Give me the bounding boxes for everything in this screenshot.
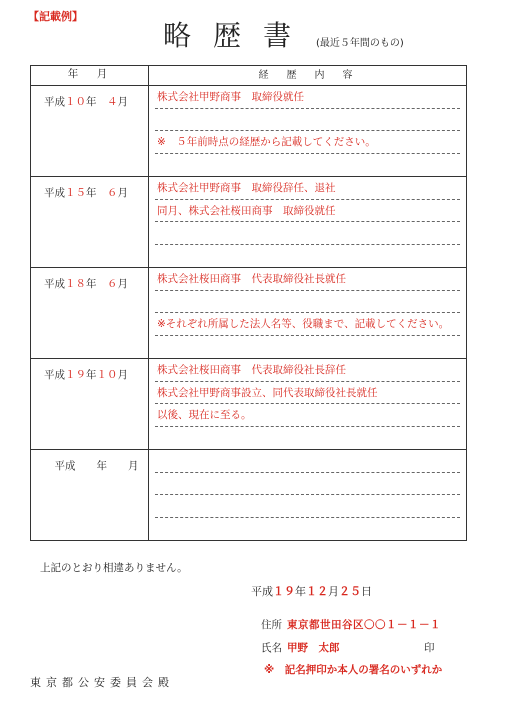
history-line <box>155 291 460 314</box>
example-label: 【記載例】 <box>28 10 83 23</box>
date-char: ４ <box>107 96 118 108</box>
date-char: 年 <box>86 187 97 199</box>
history-line: ※それぞれ所属した法人名等、役職まで、記載してください。 <box>155 313 460 336</box>
date-char: 成 <box>54 278 65 290</box>
history-table <box>30 65 467 541</box>
date-char: １ <box>306 585 317 598</box>
date-char: 成 <box>54 96 65 108</box>
date-char: 月 <box>328 585 339 598</box>
date-char: １ <box>273 585 284 598</box>
history-detail-cell <box>149 450 467 541</box>
history-line: 株式会社甲野商事 取締役辞任、退社 <box>155 177 460 200</box>
history-line <box>155 222 460 245</box>
date-char <box>107 460 118 472</box>
date-char: 年 <box>86 96 97 108</box>
date-char: ２ <box>317 585 328 598</box>
confirmation-text: 上記のとおり相違ありません。 <box>40 562 188 574</box>
history-line <box>155 495 460 518</box>
document-subtitle: (最近５年間のもの) <box>316 38 404 49</box>
history-line <box>155 473 460 496</box>
date-char: 成 <box>54 187 65 199</box>
history-detail-cell <box>149 177 467 268</box>
date-char: ９ <box>284 585 295 598</box>
date-char: 成 <box>54 369 65 381</box>
history-line <box>155 427 460 450</box>
date-char <box>97 96 108 108</box>
date-char: ６ <box>107 278 118 290</box>
history-date-cell <box>31 177 149 268</box>
date-char: ８ <box>75 278 86 290</box>
history-detail-cell <box>149 359 467 450</box>
history-line <box>155 518 460 541</box>
history-date <box>31 450 148 473</box>
date-char: 年 <box>295 585 306 598</box>
history-date <box>31 86 148 109</box>
history-line: ※ ５年前時点の経歴から記載してください。 <box>155 131 460 154</box>
date-char <box>44 460 55 472</box>
address-value: 東京都世田谷区〇〇１－１－１ <box>287 619 441 631</box>
date-char <box>97 187 108 199</box>
history-line: 株式会社桜田商事 代表取締役社長就任 <box>155 268 460 291</box>
history-row <box>31 177 467 268</box>
history-line: 以後、現在に至る。 <box>155 404 460 427</box>
date-char: 月 <box>117 278 128 290</box>
seal-mark: 印 <box>424 642 435 654</box>
date-char: ５ <box>350 585 361 598</box>
header-history: 経 歴 内 容 <box>149 66 467 86</box>
date-char: ９ <box>75 369 86 381</box>
history-row <box>31 86 467 177</box>
date-char: ２ <box>339 585 350 598</box>
date-char: 平 <box>44 369 55 381</box>
date-char: 年 <box>86 278 97 290</box>
history-row <box>31 268 467 359</box>
date-char: １ <box>65 369 76 381</box>
date-char: １ <box>65 278 76 290</box>
date-char: 月 <box>117 187 128 199</box>
date-char: 月 <box>128 460 139 472</box>
history-date-cell <box>31 86 149 177</box>
date-char <box>86 460 97 472</box>
history-detail-cell <box>149 268 467 359</box>
date-char: 平 <box>54 460 65 472</box>
recipient: 東京都公安委員会殿 <box>30 676 174 689</box>
history-line <box>155 109 460 132</box>
date-char: 日 <box>361 585 372 598</box>
history-date-cell <box>31 450 149 541</box>
date-char <box>76 460 87 472</box>
date-char: 平 <box>44 278 55 290</box>
date-char: 年 <box>86 369 97 381</box>
history-detail-cell <box>149 86 467 177</box>
date-char: 年 <box>96 460 107 472</box>
date-char: 平 <box>251 585 262 598</box>
history-date <box>31 268 148 291</box>
history-line: 株式会社甲野商事 取締役就任 <box>155 86 460 109</box>
history-line: 同月、株式会社桜田商事 取締役就任 <box>155 200 460 223</box>
history-date-cell <box>31 268 149 359</box>
date-char: 平 <box>44 187 55 199</box>
date-char: 成 <box>262 585 273 598</box>
history-line <box>155 450 460 473</box>
address-label: 住所 <box>261 619 282 631</box>
history-line <box>155 154 460 177</box>
name-label: 氏名 <box>261 642 282 654</box>
date-char: 成 <box>65 460 76 472</box>
history-line: 株式会社桜田商事 代表取締役社長辞任 <box>155 359 460 382</box>
date-char: ０ <box>75 96 86 108</box>
signature-note: ※ 記名押印か本人の署名のいずれか <box>264 664 443 676</box>
date-char <box>118 460 129 472</box>
date-char: ６ <box>107 187 118 199</box>
date-char: １ <box>96 369 107 381</box>
history-row <box>31 359 467 450</box>
header-date: 年 月 <box>31 66 149 86</box>
date-char: １ <box>65 96 76 108</box>
signature-date <box>251 583 372 599</box>
date-char: ５ <box>75 187 86 199</box>
history-date <box>31 359 148 382</box>
date-char <box>97 278 108 290</box>
history-line <box>155 245 460 268</box>
history-line: 株式会社甲野商事設立、同代表取締役社長就任 <box>155 382 460 405</box>
date-char: １ <box>65 187 76 199</box>
history-row <box>31 450 467 541</box>
name-value: 甲野 太郎 <box>287 642 340 654</box>
date-char: 平 <box>44 96 55 108</box>
document-title: 略歴書 <box>163 19 314 52</box>
history-line <box>155 336 460 359</box>
date-char: ０ <box>107 369 118 381</box>
history-date <box>31 177 148 200</box>
date-char: 月 <box>117 369 128 381</box>
date-char: 月 <box>117 96 128 108</box>
history-date-cell <box>31 359 149 450</box>
